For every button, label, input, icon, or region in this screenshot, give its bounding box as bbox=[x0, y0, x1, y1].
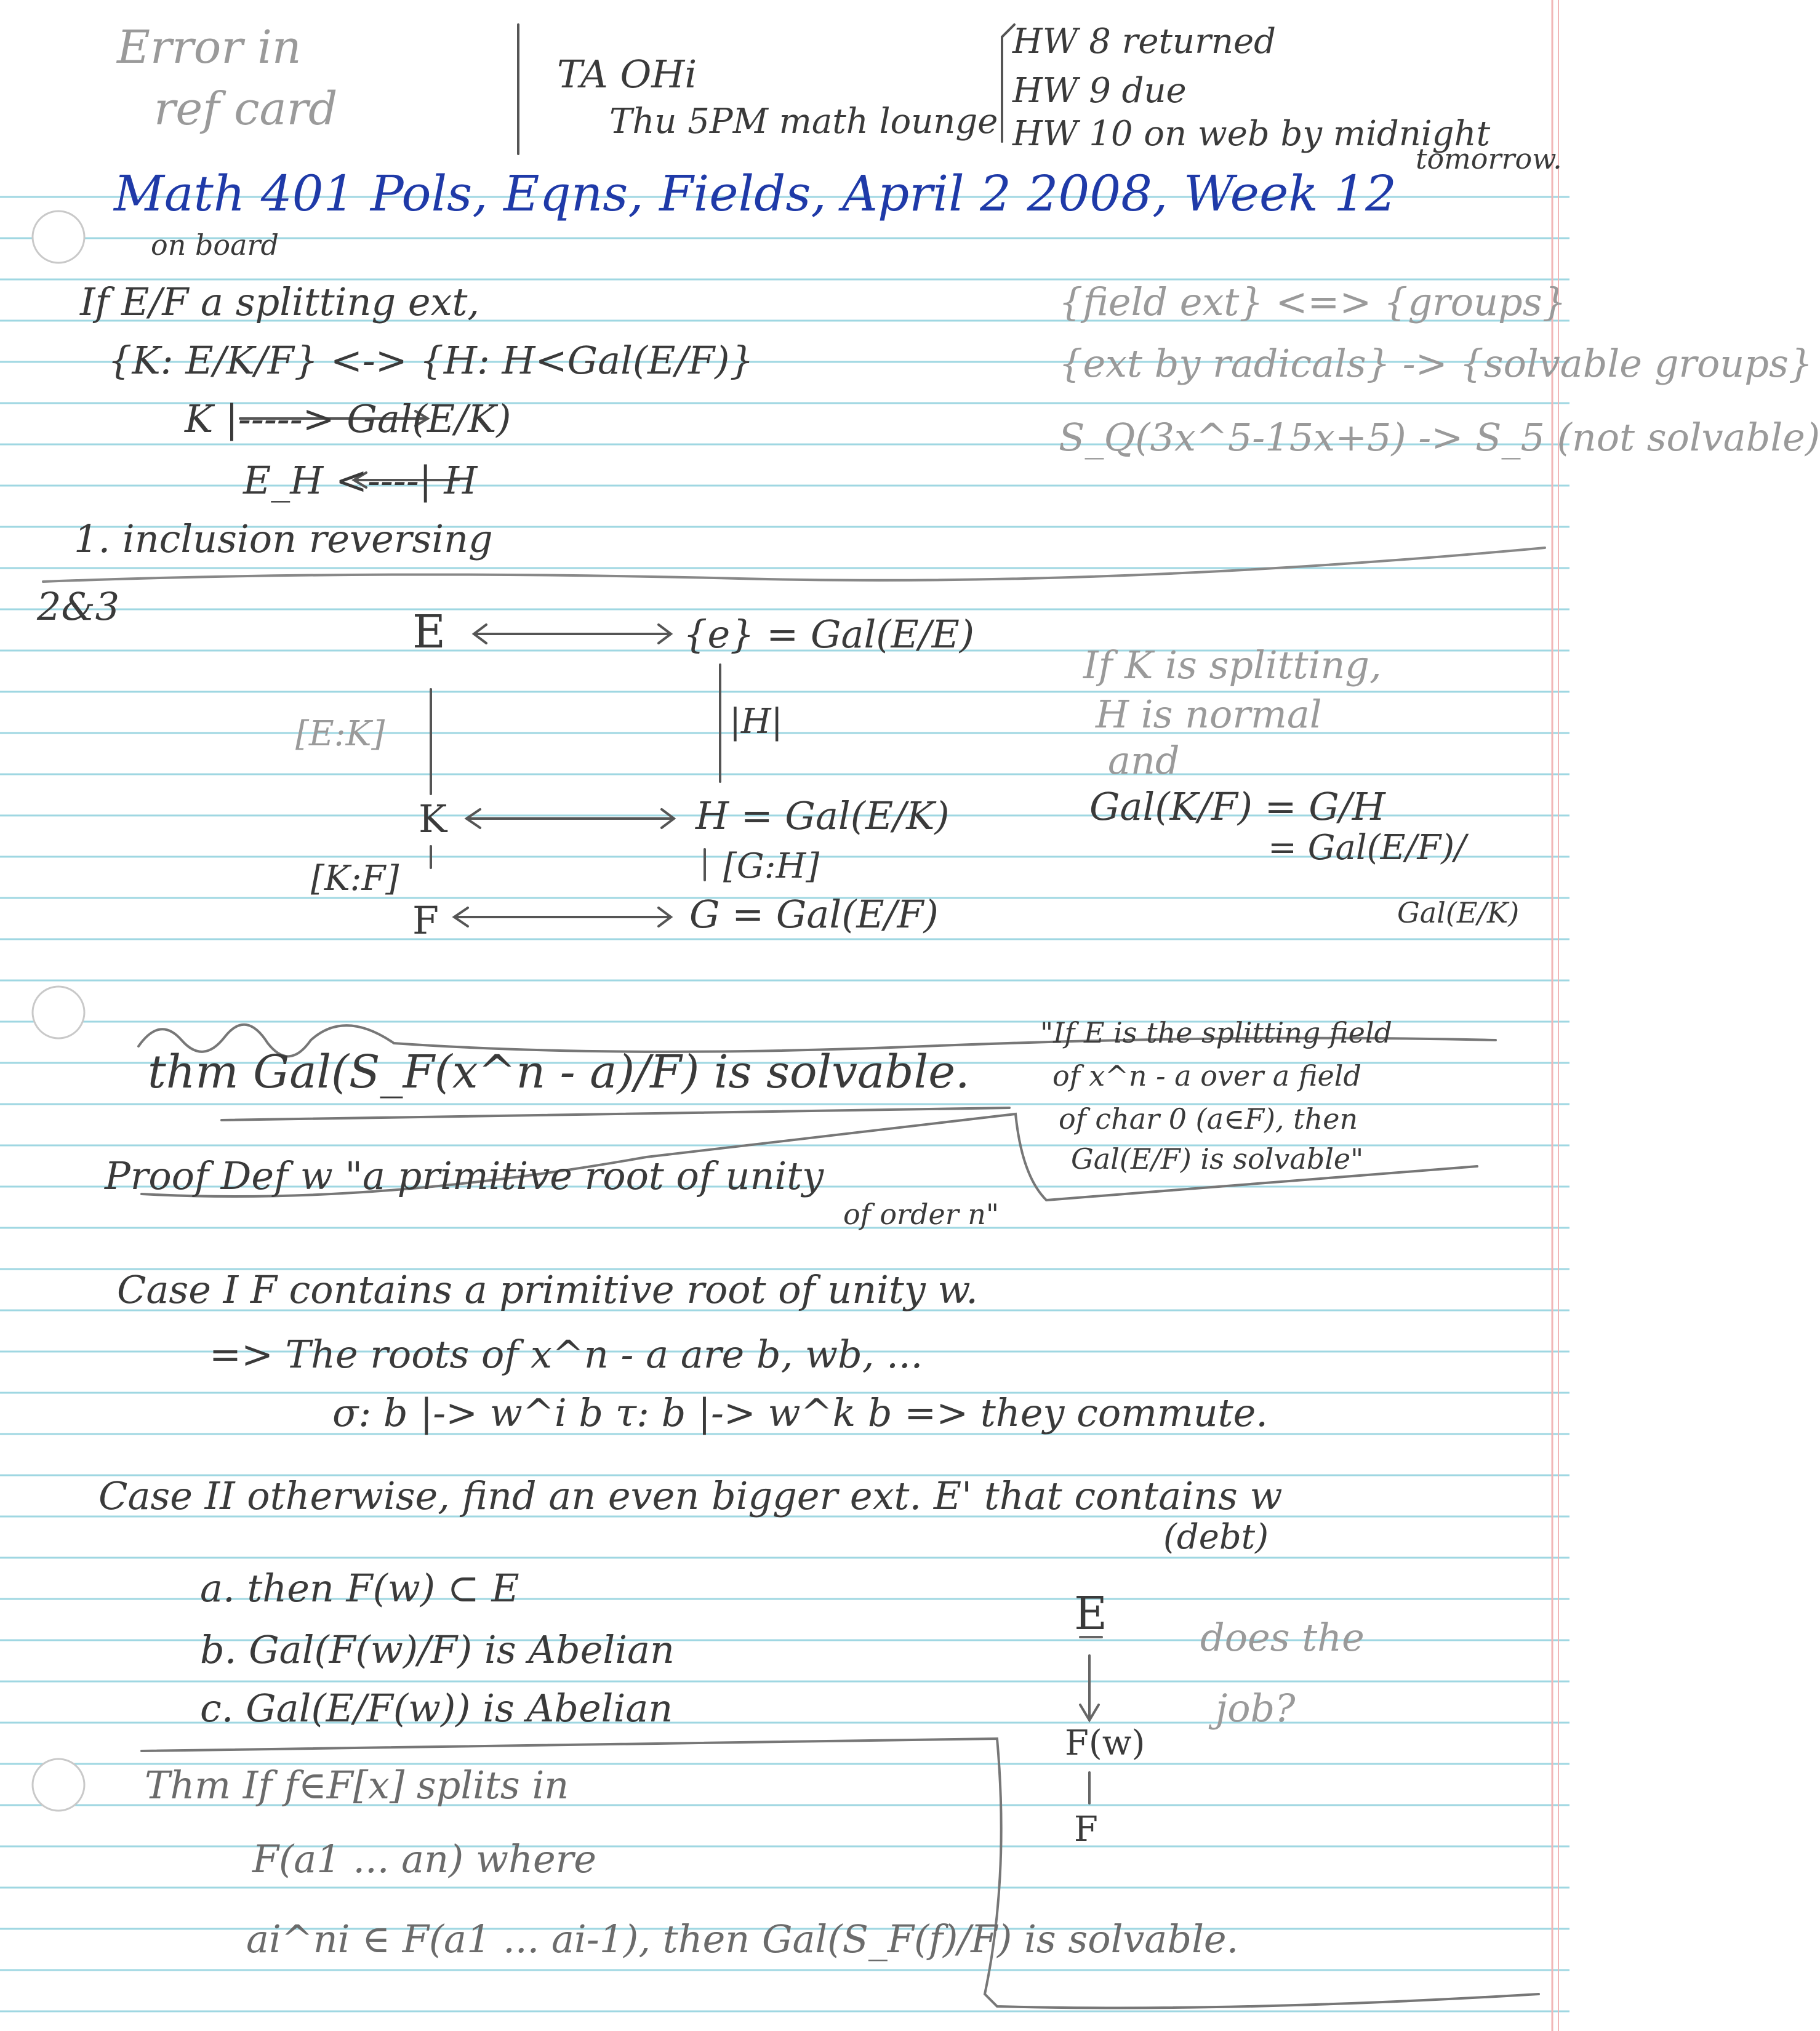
diagram-K: K bbox=[419, 796, 447, 841]
final-theorem-line-1: Thm If f∈F[x] splits in bbox=[145, 1763, 569, 1808]
tower-F: F bbox=[1074, 1809, 1098, 1849]
diagram-order-H: |H| bbox=[729, 702, 783, 742]
diagram-KF-degree: [K:F] bbox=[311, 859, 399, 899]
theorem-statement: thm Gal(S_F(x^n - a)/F) is solvable. bbox=[148, 1046, 970, 1099]
proof-line-2: of order n" bbox=[843, 1198, 1000, 1231]
diagram-note-6: Gal(E/K) bbox=[1397, 896, 1520, 929]
case-2-heading: Case II otherwise, find an even bigger ext. E' that contains w bbox=[98, 1473, 1283, 1518]
board-line-3: K |-----> Gal(E/K) bbox=[185, 396, 511, 441]
proof-line-1: Proof Def w "a primitive root of unity bbox=[105, 1153, 824, 1198]
board-right-2: {ext by radicals} -> {solvable groups} bbox=[1059, 341, 1813, 386]
case-2-debt: (debt) bbox=[1163, 1517, 1269, 1557]
board-line-1: If E/F a splitting ext, bbox=[80, 279, 480, 324]
tower-E: E bbox=[1074, 1587, 1108, 1640]
diagram-note-5: = Gal(E/F)/ bbox=[1268, 828, 1466, 868]
diagram-G-right: G = Gal(E/F) bbox=[689, 892, 939, 937]
case-2-item-b: b. Gal(F(w)/F) is Abelian bbox=[200, 1627, 675, 1672]
board-line-2: {K: E/K/F} <-> {H: H<Gal(E/F)} bbox=[108, 338, 754, 383]
diagram-note-2: H is normal bbox=[1096, 692, 1322, 737]
diagram-E: E bbox=[412, 606, 446, 659]
tower-note-1: does the bbox=[1200, 1615, 1365, 1660]
error-note-line1: Error in bbox=[117, 21, 302, 74]
board-line-4: E_H <----| H bbox=[243, 458, 478, 503]
diagram-note-4: Gal(K/F) = G/H bbox=[1089, 784, 1385, 829]
binder-hole-bottom bbox=[33, 1759, 84, 1811]
hw-line-1: HW 8 returned bbox=[1012, 22, 1276, 62]
theorem-quote-3: of char 0 (a∈F), then bbox=[1059, 1102, 1358, 1136]
board-line-5: 1. inclusion reversing bbox=[74, 516, 493, 561]
ta-note-line2: Thu 5PM math lounge bbox=[609, 102, 998, 142]
diagram-note-3: and bbox=[1108, 738, 1180, 783]
error-note-line2: ref card bbox=[154, 82, 338, 135]
tower-F-w: F(w) bbox=[1065, 1723, 1145, 1763]
diagram-H-right: H = Gal(E/K) bbox=[696, 793, 950, 838]
case-2-item-a: a. then F(w) ⊂ E bbox=[200, 1566, 519, 1611]
case-1-automorphisms: σ: b |-> w^i b τ: b |-> w^k b => they commute. bbox=[332, 1390, 1268, 1435]
case-1-heading: Case I F contains a primitive root of unity w. bbox=[117, 1267, 978, 1312]
label-2-and-3: 2&3 bbox=[37, 584, 120, 629]
theorem-quote-1: "If E is the splitting field bbox=[1040, 1016, 1392, 1049]
tower-note-2: job? bbox=[1216, 1686, 1296, 1731]
binder-hole-top bbox=[33, 211, 84, 263]
case-1-roots: => The roots of x^n - a are b, wb, ... bbox=[209, 1332, 923, 1377]
diagram-index-GH: [G:H] bbox=[723, 846, 820, 886]
hw-line-3: HW 10 on web by midnight bbox=[1012, 114, 1491, 154]
diagram-F: F bbox=[412, 898, 439, 943]
hw-line-4: tomorrow. bbox=[1416, 142, 1562, 175]
on-board-label: on board bbox=[151, 228, 279, 262]
final-theorem-line-3: ai^ni ∈ F(a1 ... ai-1), then Gal(S_F(f)/F) is solvable. bbox=[246, 1917, 1239, 1961]
case-2-item-c: c. Gal(E/F(w)) is Abelian bbox=[200, 1686, 673, 1731]
diagram-top-right: {e} = Gal(E/E) bbox=[683, 612, 975, 657]
board-right-3: S_Q(3x^5-15x+5) -> S_5 (not solvable) bbox=[1059, 415, 1820, 460]
board-right-1: {field ext} <=> {groups} bbox=[1059, 279, 1566, 324]
theorem-quote-2: of x^n - a over a field bbox=[1052, 1059, 1361, 1092]
hw-line-2: HW 9 due bbox=[1012, 71, 1187, 111]
final-theorem-line-2: F(a1 ... an) where bbox=[252, 1837, 596, 1881]
theorem-quote-4: Gal(E/F) is solvable" bbox=[1071, 1142, 1364, 1176]
binder-hole-middle bbox=[33, 987, 84, 1038]
ta-note-line1: TA OHi bbox=[557, 52, 697, 97]
diagram-note-1: If K is splitting, bbox=[1083, 643, 1382, 687]
page-title: Math 401 Pols, Eqns, Fields, April 2 2008, Week 12 bbox=[114, 165, 1397, 222]
diagram-EK-degree: [E:K] bbox=[295, 714, 385, 754]
